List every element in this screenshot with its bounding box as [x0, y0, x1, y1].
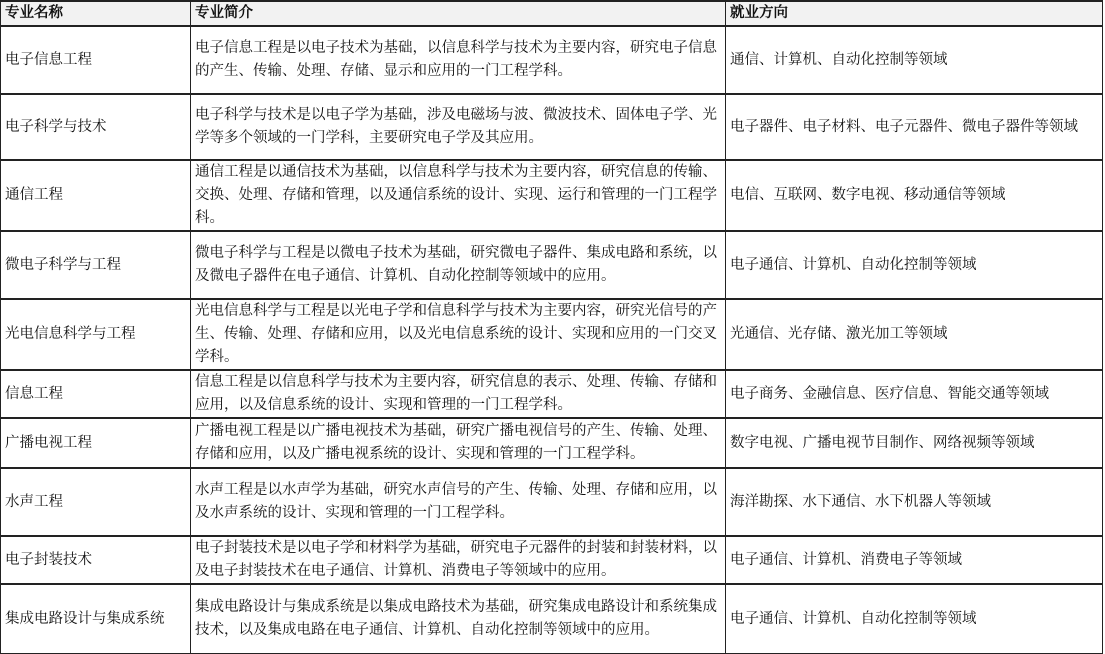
major-intro-cell: 广播电视工程是以广播电视技术为基础，研究广播电视信号的产生、传输、处理、存储和应用，以及广播电视系统的设计、实现和管理的一门工程学科。	[191, 418, 726, 468]
major-name-cell: 光电信息科学与工程	[1, 299, 191, 370]
career-direction-cell: 电信、互联网、数字电视、移动通信等领域	[726, 160, 1103, 231]
major-name-cell: 广播电视工程	[1, 418, 191, 468]
career-direction-cell: 通信、计算机、自动化控制等领域	[726, 26, 1103, 94]
header-career-direction: 就业方向	[726, 1, 1103, 26]
career-direction-cell: 电子通信、计算机、消费电子等领域	[726, 536, 1103, 584]
major-name-cell: 通信工程	[1, 160, 191, 231]
major-intro-cell: 电子科学与技术是以电子学为基础，涉及电磁场与波、微波技术、固体电子学、光学等多个领域的一门学科，主要研究电子学及其应用。	[191, 94, 726, 160]
major-name-cell: 电子科学与技术	[1, 94, 191, 160]
major-name-cell: 信息工程	[1, 370, 191, 418]
table-row	[1, 584, 1103, 654]
major-intro-cell: 电子封装技术是以电子学和材料学为基础，研究电子元器件的封装和封装材料，以及电子封装技术在电子通信、计算机、消费电子等领域中的应用。	[191, 536, 726, 584]
major-name-cell: 电子封装技术	[1, 536, 191, 584]
major-intro-cell: 信息工程是以信息科学与技术为主要内容，研究信息的表示、处理、传输、存储和应用，以及信息系统的设计、实现和管理的一门工程学科。	[191, 370, 726, 418]
career-direction-cell: 电子通信、计算机、自动化控制等领域	[726, 584, 1103, 654]
table-row	[1, 231, 1103, 299]
table-row	[1, 94, 1103, 160]
table-row	[1, 536, 1103, 584]
major-name-cell: 集成电路设计与集成系统	[1, 584, 191, 654]
major-name-cell: 水声工程	[1, 468, 191, 536]
major-intro-cell: 光电信息科学与工程是以光电子学和信息科学与技术为主要内容，研究光信号的产生、传输、处理、存储和应用，以及光电信息系统的设计、实现和应用的一门交叉学科。	[191, 299, 726, 370]
table-row	[1, 299, 1103, 370]
header-major-intro: 专业简介	[191, 1, 726, 26]
career-direction-cell: 电子商务、金融信息、医疗信息、智能交通等领域	[726, 370, 1103, 418]
major-intro-cell: 集成电路设计与集成系统是以集成电路技术为基础，研究集成电路设计和系统集成技术，以及集成电路在电子通信、计算机、自动化控制等领域中的应用。	[191, 584, 726, 654]
header-major-name: 专业名称	[1, 1, 191, 26]
career-direction-cell: 光通信、光存储、激光加工等领域	[726, 299, 1103, 370]
major-name-cell: 电子信息工程	[1, 26, 191, 94]
major-intro-cell: 微电子科学与工程是以微电子技术为基础，研究微电子器件、集成电路和系统，以及微电子器件在电子通信、计算机、自动化控制等领域中的应用。	[191, 231, 726, 299]
table-row	[1, 418, 1103, 468]
career-direction-cell: 电子通信、计算机、自动化控制等领域	[726, 231, 1103, 299]
career-direction-cell: 数字电视、广播电视节目制作、网络视频等领域	[726, 418, 1103, 468]
table-row	[1, 468, 1103, 536]
major-name-cell: 微电子科学与工程	[1, 231, 191, 299]
career-direction-cell: 电子器件、电子材料、电子元器件、微电子器件等领域	[726, 94, 1103, 160]
major-intro-cell: 电子信息工程是以电子技术为基础，以信息科学与技术为主要内容，研究电子信息的产生、传输、处理、存储、显示和应用的一门工程学科。	[191, 26, 726, 94]
header-row	[1, 1, 1103, 26]
table-row	[1, 370, 1103, 418]
major-intro-cell: 水声工程是以水声学为基础，研究水声信号的产生、传输、处理、存储和应用，以及水声系统的设计、实现和管理的一门工程学科。	[191, 468, 726, 536]
career-direction-cell: 海洋勘探、水下通信、水下机器人等领域	[726, 468, 1103, 536]
table-row	[1, 160, 1103, 231]
major-intro-cell: 通信工程是以通信技术为基础，以信息科学与技术为主要内容，研究信息的传输、交换、处理、存储和管理，以及通信系统的设计、实现、运行和管理的一门工程学科。	[191, 160, 726, 231]
table-row	[1, 26, 1103, 94]
